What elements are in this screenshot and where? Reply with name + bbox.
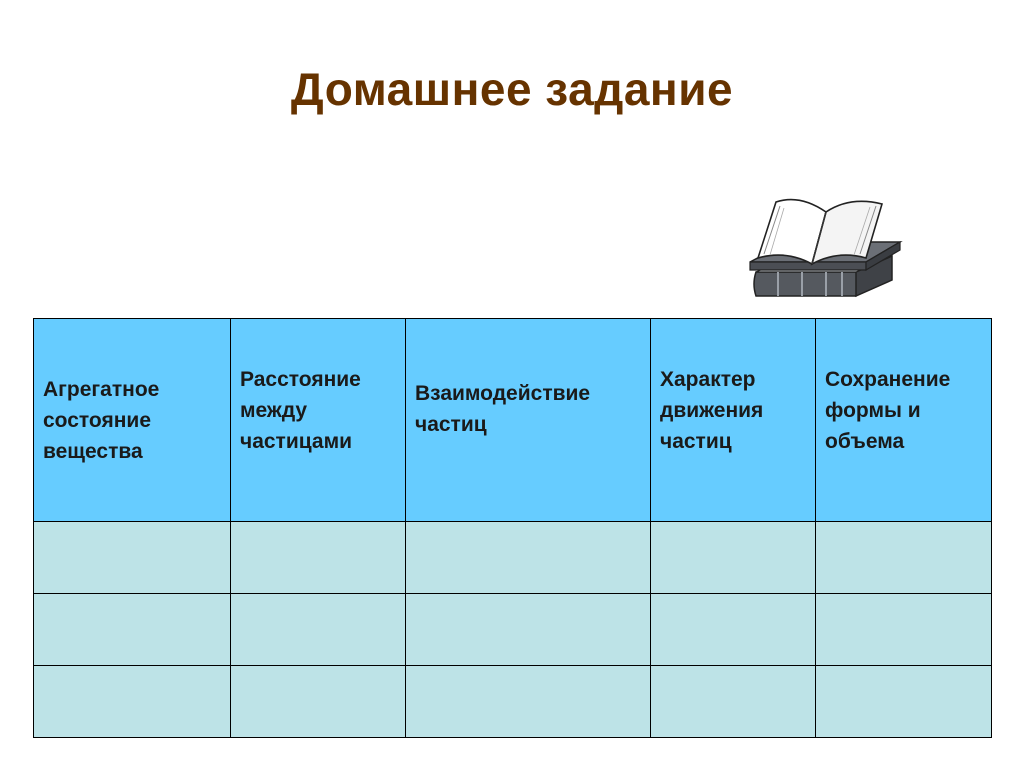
header-label: Взаимодействие частиц (415, 382, 591, 436)
header-cell-motion (651, 319, 816, 522)
homework-table (33, 318, 992, 738)
header-cell-shape (816, 319, 992, 522)
header-cell-interaction (406, 319, 651, 522)
table-cell[interactable] (406, 666, 651, 738)
header-label: Расстояние между частицами (240, 367, 361, 453)
table-cell[interactable] (651, 522, 816, 594)
table-cell[interactable] (34, 594, 231, 666)
table-cell[interactable] (231, 666, 406, 738)
table-cell[interactable] (816, 594, 992, 666)
table-cell[interactable] (231, 522, 406, 594)
header-label: Сохранение формы и объема (825, 367, 951, 453)
page-title: Домашнее задание (290, 63, 734, 115)
open-book-top (758, 200, 882, 264)
header-cell-state (34, 319, 231, 522)
table-header-row (34, 319, 992, 522)
table-cell[interactable] (651, 666, 816, 738)
table-row (34, 522, 992, 594)
table-cell[interactable] (34, 522, 231, 594)
open-book-stack-icon (742, 192, 906, 304)
table-cell[interactable] (406, 522, 651, 594)
table-row (34, 666, 992, 738)
header-label: Агрегатное состояние вещества (43, 377, 160, 463)
table-cell[interactable] (231, 594, 406, 666)
table-cell[interactable] (34, 666, 231, 738)
table-cell[interactable] (816, 522, 992, 594)
table-cell[interactable] (816, 666, 992, 738)
header-cell-distance (231, 319, 406, 522)
table-row (34, 594, 992, 666)
table-cell[interactable] (406, 594, 651, 666)
table-cell[interactable] (651, 594, 816, 666)
header-label: Характер движения частиц (660, 367, 764, 453)
